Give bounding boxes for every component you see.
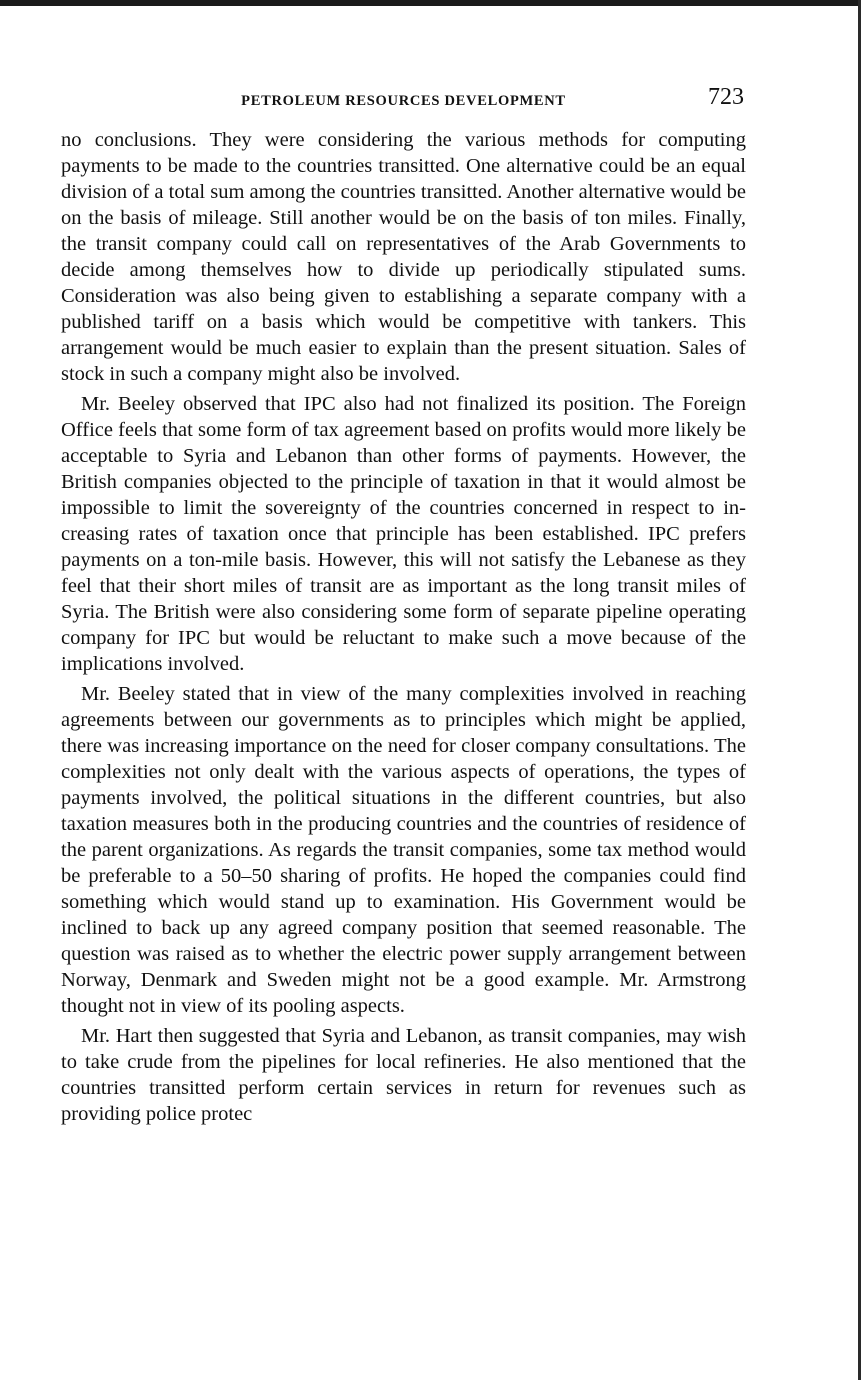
page-top-edge xyxy=(0,0,861,6)
body-text xyxy=(61,127,746,1131)
paragraph-1: no conclusions. They were considering the various methods for computing payments to be made to the countries transitted. One alternative could be an equal division of a total sum among the countries transitted. Another alternative would be on the basis of mileage. Still another would be on the basis of ton miles. Finally, the transit company could call on representatives of the Arab Governments to decide among themselves how to divide up periodically stipulated sums. Consideration was also being given to establishing a separate company with a published tariff on a basis which would be competitive with tankers. This arrangement would be much easier to explain than the present situation. Sales of stock in such a company might also be involved. xyxy=(61,129,746,385)
paragraph-4: Mr. Hart then suggested that Syria and Lebanon, as transit companies, may wish to take crude from the pipelines for local refineries. He also mentioned that the countries transitted perform certain services in return for revenues such as providing police protec xyxy=(61,1025,746,1125)
paragraph-3: Mr. Beeley stated that in view of the many complexities involved in reaching agreements between our governments as to principles which might be applied, there was increasing importance on the need for closer company consultations. The complexities not only dealt with the various aspects of operations, the types of payments involved, the political situations in the different countries, but also taxation measures both in the producing countries and the countries of residence of the parent organizations. As regards the transit companies, some tax method would be preferable to a 50–50 sharing of profits. He hoped the companies could find something which would stand up to examination. His Government would be inclined to back up any agreed company position that seemed reasonable. The question was raised as to whether the electric power supply arrangement between Norway, Denmark and Sweden might not be a good example. Mr. Armstrong thought not in view of its pooling aspects. xyxy=(61,683,746,1017)
running-title: PETROLEUM RESOURCES DEVELOPMENT xyxy=(241,93,566,109)
page-number: 723 xyxy=(708,84,744,110)
running-header xyxy=(61,84,746,114)
paragraph-2: Mr. Beeley observed that IPC also had not finalized its position. The Foreign Office feels that some form of tax agreement based on profits would more likely be acceptable to Syria and Lebanon than other forms of payments. However, the British companies objected to the principle of taxation in that it would almost be impossible to limit the sovereignty of the countries concerned in respect to increasing rates of taxation once that principle has been established. IPC prefers payments on a ton-mile basis. However, this will not satisfy the Lebanese as they feel that their short miles of transit are as important as the long transit miles of Syria. The British were also considering some form of separate pipeline operating company for IPC but would be reluctant to make such a move because of the implications involved. xyxy=(61,393,746,675)
